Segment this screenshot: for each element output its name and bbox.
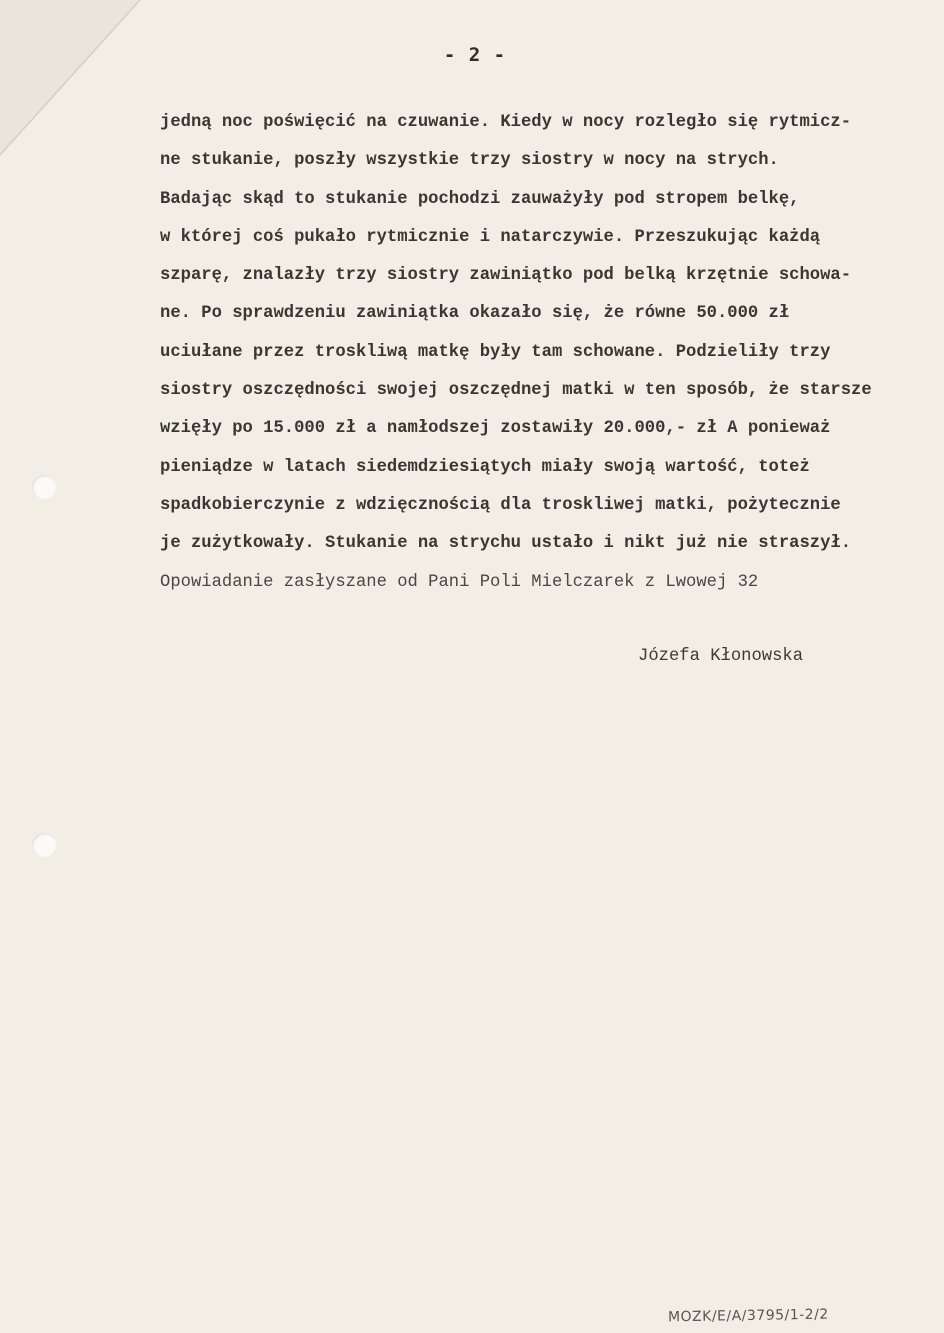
text-line: w której coś pukało rytmicznie i natarczywie. Przeszukując każdą <box>160 227 821 247</box>
page-number: - 2 - <box>443 44 507 66</box>
text-line: jedną noc poświęcić na czuwanie. Kiedy w nocy rozległo się rytmicz- <box>160 113 852 132</box>
punch-hole-lower <box>32 833 56 857</box>
author-signature: Józefa Kłonowska <box>638 647 804 666</box>
text-line: spadkobierczynie z wdzięcznością dla troskliwej matki, pożytecznie <box>160 495 841 515</box>
body-text <box>160 110 944 608</box>
text-line: szparę, znalazły trzy siostry zawiniątko pod belką krzętnie schowa- <box>160 266 852 286</box>
text-line: siostry oszczędności swojej oszczędnej matki w ten sposób, że starsze <box>160 381 872 401</box>
text-line: pieniądze w latach siedemdziesiątych miały swoją wartość, toteż <box>160 457 810 477</box>
archive-reference: MOZK/E/A/3795/1-2/2 <box>667 1306 829 1326</box>
text-line: wzięły po 15.000 zł a namłodszej zostawiły 20.000,- zł A ponieważ <box>160 419 831 439</box>
punch-hole-upper <box>32 475 56 499</box>
text-line: je zużytkowały. Stukanie na strychu ustało i nikt już nie straszył. <box>160 534 852 554</box>
source-note-line: Opowiadanie zasłyszane od Pani Poli Mielczarek z Lwowej 32 <box>160 572 759 592</box>
text-line: ne. Po sprawdzeniu zawiniątka okazało się, że równe 50.000 zł <box>160 304 790 324</box>
text-line: uciułane przez troskliwą matkę były tam schowane. Podzieliły trzy <box>160 342 831 362</box>
text-line: ne stukanie, poszły wszystkie trzy siostry w nocy na strych. <box>160 151 779 171</box>
text-line: Badając skąd to stukanie pochodzi zauważyły pod stropem belkę, <box>160 189 800 209</box>
